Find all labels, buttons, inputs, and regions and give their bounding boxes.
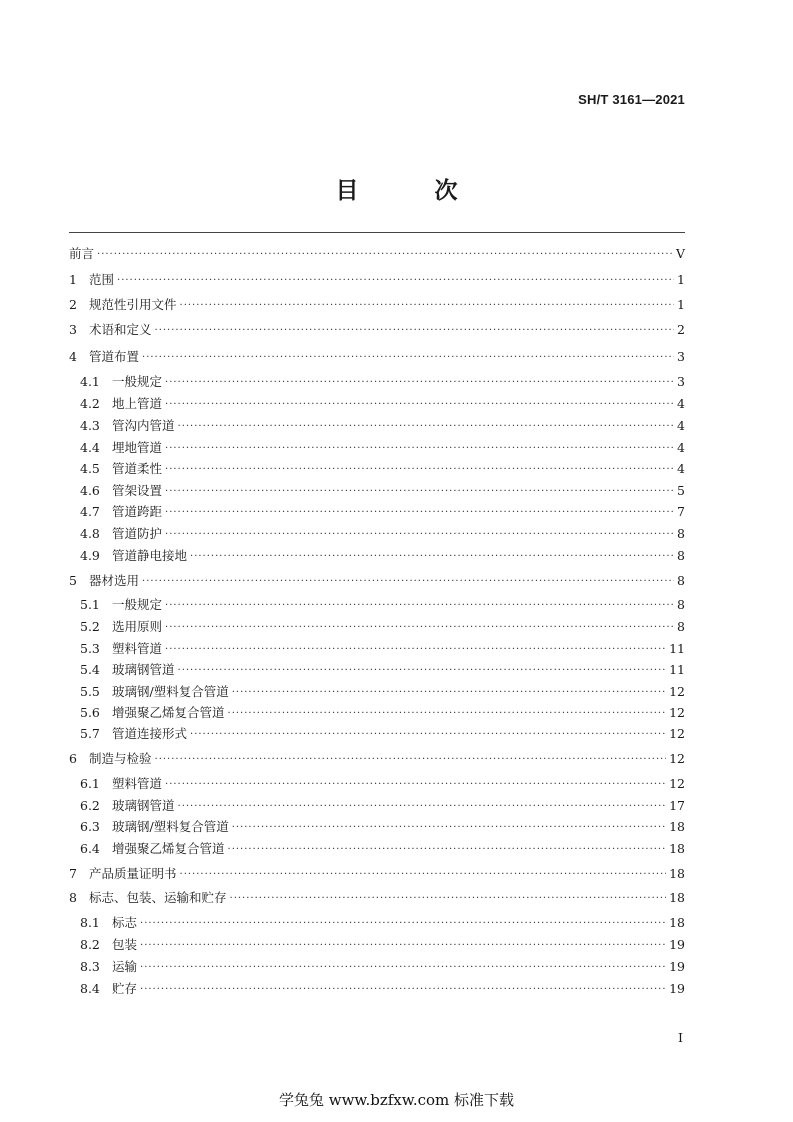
toc-entry-number: 8.4 [80, 981, 100, 996]
toc-entry[interactable] [80, 839, 685, 859]
toc-entry[interactable] [80, 438, 685, 458]
toc-entry[interactable] [69, 347, 685, 367]
toc-entry-label: 前言 [69, 246, 95, 261]
toc-entry[interactable] [80, 979, 685, 999]
toc-entry-number: 4.3 [80, 418, 100, 433]
toc-entry-number: 4.4 [80, 440, 100, 455]
toc-dot-leader [97, 246, 673, 264]
toc-entry-page: 7 [677, 504, 685, 519]
toc-entry-page: 19 [669, 981, 685, 996]
toc-entry-number: 4.6 [80, 483, 100, 498]
toc-dot-leader [190, 726, 666, 744]
toc-dot-leader [165, 440, 674, 458]
toc-entry-page: 8 [677, 526, 685, 541]
toc-dot-leader [117, 272, 674, 290]
toc-entry-label: 管沟内管道 [112, 418, 175, 433]
toc-dot-leader [140, 959, 666, 977]
toc-entry-label: 增强聚乙烯复合管道 [112, 705, 225, 720]
toc-entry-number: 4 [69, 349, 77, 364]
toc-entry-label: 标志、包装、运输和贮存 [89, 890, 227, 905]
toc-entry-number: 4.7 [80, 504, 100, 519]
footer-watermark: 学兔兔 www.bzfxw.com 标准下载 [278, 1091, 515, 1109]
toc-entry-page: 4 [677, 396, 685, 411]
toc-entry-label: 范围 [89, 272, 115, 287]
toc-entry[interactable] [80, 394, 685, 414]
toc-dot-leader [165, 597, 674, 615]
toc-dot-leader [165, 776, 666, 794]
toc-entry-label: 玻璃钢管道 [112, 798, 175, 813]
toc-entry[interactable] [80, 660, 685, 680]
toc-entry-label: 玻璃钢/塑料复合管道 [112, 819, 229, 834]
toc-entry-page: 3 [677, 374, 685, 389]
toc-entry[interactable] [69, 295, 685, 315]
toc-dot-leader [228, 841, 667, 859]
toc-entry-label: 制造与检验 [89, 751, 152, 766]
toc-entry-label: 增强聚乙烯复合管道 [112, 841, 225, 856]
toc-entry-number: 5.7 [80, 726, 100, 741]
toc-entry-page: 18 [669, 890, 685, 905]
toc-entry[interactable] [80, 682, 685, 702]
toc-entry[interactable] [80, 524, 685, 544]
toc-entry-number: 5.2 [80, 619, 100, 634]
toc-dot-leader [165, 396, 674, 414]
toc-entry-page: 1 [677, 297, 685, 312]
toc-entry-page: 19 [669, 937, 685, 952]
toc-entry[interactable] [80, 796, 685, 816]
toc-entry-page: 11 [669, 641, 685, 656]
toc-entry[interactable] [80, 957, 685, 977]
toc-entry-number: 6 [69, 751, 77, 766]
toc-entry-number: 4.9 [80, 548, 100, 563]
toc-entry-number: 2 [69, 297, 77, 312]
toc-entry-page: 3 [677, 349, 685, 364]
toc-dot-leader [140, 981, 666, 999]
toc-entry-label: 器材选用 [89, 573, 140, 588]
toc-entry[interactable] [80, 372, 685, 392]
toc-entry-page: 4 [677, 461, 685, 476]
toc-entry-number: 3 [69, 322, 77, 337]
toc-entry-label: 包装 [112, 937, 138, 952]
toc-entry-page: 2 [677, 322, 685, 337]
toc-entry-page: V [675, 246, 685, 261]
toc-entry-label: 产品质量证明书 [89, 866, 177, 881]
toc-dot-leader [142, 349, 674, 367]
toc-entry-page: 8 [677, 619, 685, 634]
toc-entry-label: 塑料管道 [112, 776, 163, 791]
toc-dot-leader [190, 548, 674, 566]
toc-entry-label: 管架设置 [112, 483, 163, 498]
toc-entry-number: 6.3 [80, 819, 100, 834]
toc-entry-page: 4 [677, 440, 685, 455]
toc-dot-leader [165, 641, 666, 659]
toc-dot-leader [165, 374, 674, 392]
toc-entry-number: 5.5 [80, 684, 100, 699]
toc-entry[interactable] [69, 888, 685, 908]
toc-entry[interactable] [80, 817, 685, 837]
toc-entry-number: 5.1 [80, 597, 100, 612]
toc-entry-label: 塑料管道 [112, 641, 163, 656]
page-title: 目 次 [335, 177, 492, 204]
toc-dot-leader [178, 418, 674, 436]
toc-entry[interactable] [69, 864, 685, 884]
toc-entry-number: 4.2 [80, 396, 100, 411]
toc-entry-number: 6.2 [80, 798, 100, 813]
toc-entry-page: 17 [669, 798, 685, 813]
toc-entry-label: 管道柔性 [112, 461, 163, 476]
toc-entry-label: 一般规定 [112, 374, 163, 389]
toc-entry-number: 8.3 [80, 959, 100, 974]
toc-entry-label: 标志 [112, 915, 138, 930]
toc-dot-leader [180, 297, 674, 315]
toc-entry-label: 管道跨距 [112, 504, 163, 519]
toc-entry-label: 玻璃钢/塑料复合管道 [112, 684, 229, 699]
toc-entry[interactable] [80, 481, 685, 501]
toc-dot-leader [165, 483, 674, 501]
toc-entry-page: 8 [677, 548, 685, 563]
toc-entry[interactable] [80, 703, 685, 723]
toc-entry[interactable] [80, 546, 685, 566]
toc-entry-label: 地上管道 [112, 396, 163, 411]
toc-entry-page: 8 [677, 597, 685, 612]
toc-entry-label: 管道静电接地 [112, 548, 188, 563]
toc-dot-leader [142, 573, 674, 591]
toc-dot-leader [232, 819, 666, 837]
toc-entry-page: 12 [669, 705, 685, 720]
toc-entry-page: 19 [669, 959, 685, 974]
toc-entry-page: 4 [677, 418, 685, 433]
toc-entry[interactable] [69, 749, 685, 769]
toc-dot-leader [232, 684, 666, 702]
toc-entry-label: 埋地管道 [112, 440, 163, 455]
toc-entry-number: 4.8 [80, 526, 100, 541]
toc-entry-page: 12 [669, 751, 685, 766]
toc-dot-leader [140, 915, 666, 933]
toc-entry-page: 12 [669, 726, 685, 741]
toc-entry-page: 18 [669, 819, 685, 834]
page-number: I [678, 1030, 683, 1045]
toc-entry[interactable] [80, 459, 685, 479]
toc-entry-label: 管道布置 [89, 349, 140, 364]
toc-entry-number: 1 [69, 272, 77, 287]
toc-dot-leader [155, 751, 667, 769]
toc-entry-label: 运输 [112, 959, 138, 974]
toc-entry-page: 18 [669, 841, 685, 856]
toc-dot-leader [180, 866, 667, 884]
toc-entry-label: 管道防护 [112, 526, 163, 541]
toc-entry-page: 18 [669, 866, 685, 881]
toc-entry-number: 5.4 [80, 662, 100, 677]
toc-entry-label: 规范性引用文件 [89, 297, 177, 312]
toc-entry[interactable] [69, 320, 685, 340]
toc-dot-leader [228, 705, 667, 723]
toc-entry-number: 7 [69, 866, 77, 881]
toc-entry-number: 4.5 [80, 461, 100, 476]
toc-entry[interactable] [80, 416, 685, 436]
toc-entry-number: 8.1 [80, 915, 100, 930]
toc-dot-leader [165, 461, 674, 479]
toc-entry[interactable] [80, 639, 685, 659]
toc-dot-leader [165, 619, 674, 637]
toc-entry-label: 贮存 [112, 981, 138, 996]
toc-entry[interactable] [80, 774, 685, 794]
toc-entry[interactable] [80, 935, 685, 955]
toc-entry-page: 12 [669, 776, 685, 791]
toc-entry-label: 术语和定义 [89, 322, 152, 337]
toc-entry-page: 11 [669, 662, 685, 677]
toc-dot-leader [165, 504, 674, 522]
toc-entry-number: 8.2 [80, 937, 100, 952]
toc-dot-leader [140, 937, 666, 955]
toc-entry-page: 5 [677, 483, 685, 498]
toc-entry[interactable] [69, 571, 685, 591]
toc-dot-leader [178, 798, 667, 816]
toc-entry-page: 18 [669, 915, 685, 930]
toc-entry[interactable] [69, 244, 685, 264]
toc-dot-leader [165, 526, 674, 544]
toc-entry[interactable] [80, 502, 685, 522]
toc-entry-number: 5 [69, 573, 77, 588]
toc-entry-label: 玻璃钢管道 [112, 662, 175, 677]
toc-entry[interactable] [69, 270, 685, 290]
toc-entry-page: 8 [677, 573, 685, 588]
toc-entry-number: 5.3 [80, 641, 100, 656]
toc-entry-number: 6.4 [80, 841, 100, 856]
toc-entry[interactable] [80, 617, 685, 637]
toc-dot-leader [230, 890, 667, 908]
toc-entry-number: 5.6 [80, 705, 100, 720]
toc-dot-leader [178, 662, 667, 680]
standard-code: SH/T 3161—2021 [578, 92, 685, 107]
toc-entry-label: 一般规定 [112, 597, 163, 612]
toc-entry[interactable] [80, 913, 685, 933]
toc-entry-label: 管道连接形式 [112, 726, 188, 741]
toc-entry-page: 12 [669, 684, 685, 699]
toc-entry-label: 选用原则 [112, 619, 163, 634]
toc-entry-number: 4.1 [80, 374, 100, 389]
toc-entry-number: 8 [69, 890, 77, 905]
toc-entry-page: 1 [677, 272, 685, 287]
toc-dot-leader [155, 322, 674, 340]
title-rule [69, 232, 685, 233]
toc-entry[interactable] [80, 724, 685, 744]
toc-entry[interactable] [80, 595, 685, 615]
toc-entry-number: 6.1 [80, 776, 100, 791]
